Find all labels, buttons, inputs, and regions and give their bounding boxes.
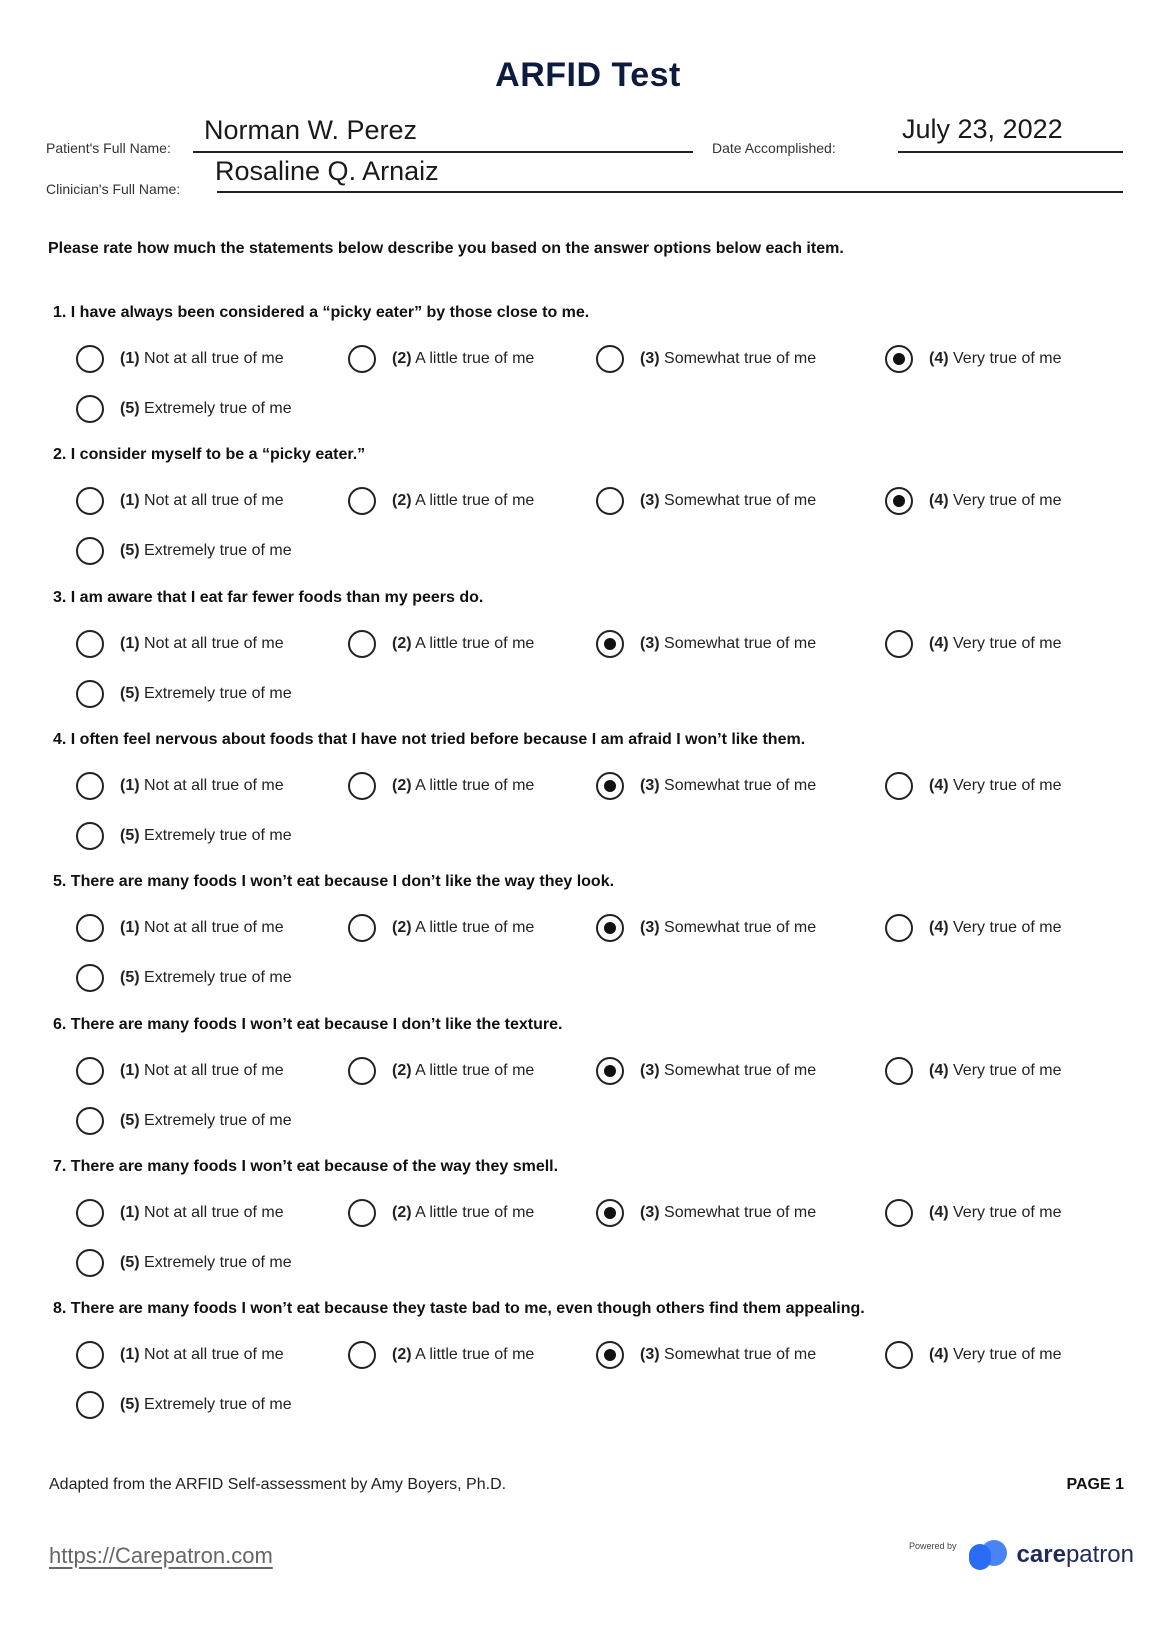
answer-option-text: Somewhat true of me <box>664 1346 817 1363</box>
answer-option-label <box>929 1346 1062 1364</box>
answer-option-text: Very true of me <box>953 1062 1062 1079</box>
question-text: 1. I have always been considered a “picky eater” by those close to me. <box>53 304 590 321</box>
answer-option-2[interactable] <box>348 342 534 376</box>
answer-option-3[interactable] <box>596 342 816 376</box>
answer-option-number: (1) <box>120 1062 140 1079</box>
radio-unchecked-icon[interactable] <box>885 1341 913 1369</box>
answer-option-4[interactable] <box>885 1054 1062 1088</box>
answer-option-number: (4) <box>929 777 949 794</box>
radio-unchecked-icon[interactable] <box>76 1341 104 1369</box>
radio-unchecked-icon[interactable] <box>885 914 913 942</box>
radio-unchecked-icon[interactable] <box>885 1199 913 1227</box>
radio-unchecked-icon[interactable] <box>885 1057 913 1085</box>
answer-option-number: (5) <box>120 969 140 986</box>
answer-option-1[interactable] <box>76 627 284 661</box>
date-label: Date Accomplished: <box>712 140 836 156</box>
answer-option-text: Very true of me <box>953 635 1062 652</box>
radio-unchecked-icon[interactable] <box>348 1199 376 1227</box>
answer-option-text: Very true of me <box>953 1204 1062 1221</box>
answer-option-label <box>640 919 816 937</box>
radio-unchecked-icon[interactable] <box>76 345 104 373</box>
answer-option-label <box>640 492 816 510</box>
answer-option-label <box>120 1396 292 1414</box>
answer-option-number: (2) <box>392 1346 412 1363</box>
answer-option-text: Extremely true of me <box>144 1254 292 1271</box>
answer-option-number: (2) <box>392 1204 412 1221</box>
answer-option-text: Not at all true of me <box>144 492 284 509</box>
answer-option-number: (4) <box>929 1346 949 1363</box>
answer-option-label <box>392 1062 534 1080</box>
answer-option-2[interactable] <box>348 1338 534 1372</box>
answer-option-4[interactable] <box>885 342 1062 376</box>
radio-checked-icon[interactable] <box>596 1199 624 1227</box>
carepatron-wordmark <box>1017 1541 1134 1569</box>
answer-option-number: (1) <box>120 635 140 652</box>
answer-option-label <box>929 1204 1062 1222</box>
answer-option-label <box>929 492 1062 510</box>
answer-option-text: A little true of me <box>415 492 535 509</box>
instructions: Please rate how much the statements below describe you based on the answer options below each item. <box>48 240 844 257</box>
answer-option-4[interactable] <box>885 1338 1062 1372</box>
answer-option-label <box>640 1346 816 1364</box>
radio-unchecked-icon[interactable] <box>76 1199 104 1227</box>
answer-option-5[interactable] <box>76 1388 292 1422</box>
answer-option-number: (4) <box>929 492 949 509</box>
radio-unchecked-icon[interactable] <box>348 1057 376 1085</box>
answer-option-number: (5) <box>120 1396 140 1413</box>
answer-option-label <box>640 635 816 653</box>
page-number: PAGE 1 <box>1066 1476 1124 1493</box>
answer-option-3[interactable] <box>596 1054 816 1088</box>
radio-unchecked-icon[interactable] <box>76 1057 104 1085</box>
radio-checked-icon[interactable] <box>596 914 624 942</box>
answer-option-number: (3) <box>640 919 660 936</box>
answer-option-label <box>120 1204 284 1222</box>
answer-option-text: Not at all true of me <box>144 1062 284 1079</box>
answer-option-number: (5) <box>120 542 140 559</box>
answer-option-1[interactable] <box>76 769 284 803</box>
answer-option-3[interactable] <box>596 484 816 518</box>
answer-option-number: (1) <box>120 350 140 367</box>
answer-option-text: Somewhat true of me <box>664 635 817 652</box>
answer-option-5[interactable] <box>76 819 292 853</box>
answer-option-label <box>120 542 292 560</box>
answer-option-label <box>929 350 1062 368</box>
answer-option-text: Somewhat true of me <box>664 492 817 509</box>
answer-option-3[interactable] <box>596 627 816 661</box>
clinician-name-line <box>217 191 1123 193</box>
date-field[interactable]: July 23, 2022 <box>902 114 1063 144</box>
answer-option-label <box>120 400 292 418</box>
answer-option-number: (1) <box>120 777 140 794</box>
radio-unchecked-icon[interactable] <box>348 630 376 658</box>
answer-option-label <box>929 635 1062 653</box>
answer-option-label <box>120 827 292 845</box>
answer-option-label <box>120 969 292 987</box>
answer-option-number: (4) <box>929 1204 949 1221</box>
answer-option-2[interactable] <box>348 627 534 661</box>
answer-option-2[interactable] <box>348 484 534 518</box>
question-text: 7. There are many foods I won’t eat because of the way they smell. <box>53 1158 559 1175</box>
answer-option-number: (4) <box>929 1062 949 1079</box>
answer-option-label <box>120 350 284 368</box>
radio-unchecked-icon[interactable] <box>885 630 913 658</box>
radio-checked-icon[interactable] <box>596 1057 624 1085</box>
answer-option-text: Very true of me <box>953 919 1062 936</box>
answer-option-label <box>929 919 1062 937</box>
question-text: 3. I am aware that I eat far fewer foods than my peers do. <box>53 589 484 606</box>
radio-checked-icon[interactable] <box>596 1341 624 1369</box>
patient-name-field[interactable]: Norman W. Perez <box>204 115 418 145</box>
radio-checked-icon[interactable] <box>596 772 624 800</box>
answer-option-5[interactable] <box>76 1246 292 1280</box>
answer-option-5[interactable] <box>76 534 292 568</box>
radio-unchecked-icon[interactable] <box>76 630 104 658</box>
answer-option-label <box>120 1346 284 1364</box>
radio-unchecked-icon[interactable] <box>76 1107 104 1135</box>
answer-option-2[interactable] <box>348 1054 534 1088</box>
answer-option-text: A little true of me <box>415 635 535 652</box>
answer-option-1[interactable] <box>76 911 284 945</box>
answer-option-2[interactable] <box>348 911 534 945</box>
answer-option-text: Very true of me <box>953 777 1062 794</box>
answer-option-text: A little true of me <box>415 1346 535 1363</box>
answer-option-text: Somewhat true of me <box>664 1062 817 1079</box>
answer-option-3[interactable] <box>596 1196 816 1230</box>
answer-option-number: (5) <box>120 400 140 417</box>
answer-option-number: (3) <box>640 777 660 794</box>
answer-option-text: Extremely true of me <box>144 1112 292 1129</box>
answer-option-text: A little true of me <box>415 777 535 794</box>
answer-option-label <box>640 350 816 368</box>
radio-unchecked-icon[interactable] <box>76 914 104 942</box>
answer-option-text: Somewhat true of me <box>664 1204 817 1221</box>
answer-option-label <box>120 919 284 937</box>
answer-option-text: A little true of me <box>415 919 535 936</box>
clinician-name-field[interactable]: Rosaline Q. Arnaiz <box>215 156 439 186</box>
question-text: 6. There are many foods I won’t eat because I don’t like the texture. <box>53 1016 563 1033</box>
answer-option-label <box>640 1204 816 1222</box>
radio-unchecked-icon[interactable] <box>76 964 104 992</box>
answer-option-number: (2) <box>392 492 412 509</box>
answer-option-label <box>392 635 534 653</box>
answer-option-label <box>392 1346 534 1364</box>
answer-option-label <box>120 1254 292 1272</box>
answer-option-text: Somewhat true of me <box>664 777 817 794</box>
answer-option-text: Somewhat true of me <box>664 350 817 367</box>
answer-option-number: (4) <box>929 635 949 652</box>
answer-option-label <box>392 919 534 937</box>
answer-option-text: A little true of me <box>415 1062 535 1079</box>
radio-unchecked-icon[interactable] <box>885 772 913 800</box>
carepatron-brand <box>909 1538 1134 1572</box>
answer-option-text: Not at all true of me <box>144 1204 284 1221</box>
answer-option-label <box>392 350 534 368</box>
answer-option-text: Extremely true of me <box>144 1396 292 1413</box>
answer-option-text: A little true of me <box>415 350 535 367</box>
answer-option-text: Extremely true of me <box>144 969 292 986</box>
answer-option-text: Extremely true of me <box>144 400 292 417</box>
answer-option-number: (1) <box>120 492 140 509</box>
radio-unchecked-icon[interactable] <box>76 680 104 708</box>
radio-unchecked-icon[interactable] <box>596 487 624 515</box>
question-text: 2. I consider myself to be a “picky eater.” <box>53 446 366 463</box>
answer-option-text: Very true of me <box>953 350 1062 367</box>
answer-option-1[interactable] <box>76 484 284 518</box>
answer-option-4[interactable] <box>885 1196 1062 1230</box>
answer-option-label <box>120 777 284 795</box>
answer-option-text: Not at all true of me <box>144 350 284 367</box>
answer-option-label <box>120 685 292 703</box>
answer-option-number: (5) <box>120 827 140 844</box>
radio-unchecked-icon[interactable] <box>76 537 104 565</box>
answer-option-label <box>392 492 534 510</box>
answer-option-label <box>120 1062 284 1080</box>
answer-option-1[interactable] <box>76 1338 284 1372</box>
answer-option-number: (1) <box>120 1346 140 1363</box>
answer-option-4[interactable] <box>885 769 1062 803</box>
radio-unchecked-icon[interactable] <box>76 487 104 515</box>
answer-option-number: (2) <box>392 350 412 367</box>
answer-option-label <box>640 777 816 795</box>
answer-option-text: Extremely true of me <box>144 685 292 702</box>
answer-option-5[interactable] <box>76 392 292 426</box>
answer-option-1[interactable] <box>76 342 284 376</box>
answer-option-text: Not at all true of me <box>144 919 284 936</box>
date-line <box>898 151 1123 153</box>
answer-option-3[interactable] <box>596 1338 816 1372</box>
answer-option-text: Extremely true of me <box>144 542 292 559</box>
patient-name-label: Patient's Full Name: <box>46 140 171 156</box>
answer-option-text: Not at all true of me <box>144 777 284 794</box>
radio-unchecked-icon[interactable] <box>348 1341 376 1369</box>
answer-option-number: (2) <box>392 919 412 936</box>
answer-option-2[interactable] <box>348 769 534 803</box>
answer-option-number: (2) <box>392 777 412 794</box>
answer-option-text: Very true of me <box>953 1346 1062 1363</box>
carepatron-link[interactable]: https://Carepatron.com <box>49 1543 273 1568</box>
answer-option-3[interactable] <box>596 769 816 803</box>
answer-option-label <box>929 1062 1062 1080</box>
answer-option-5[interactable] <box>76 1104 292 1138</box>
answer-option-number: (1) <box>120 1204 140 1221</box>
answer-option-number: (2) <box>392 1062 412 1079</box>
answer-option-number: (1) <box>120 919 140 936</box>
answer-option-number: (3) <box>640 350 660 367</box>
answer-option-label <box>640 1062 816 1080</box>
answer-option-number: (2) <box>392 635 412 652</box>
answer-option-label <box>392 1204 534 1222</box>
clinician-name-label: Clinician's Full Name: <box>46 181 181 197</box>
radio-unchecked-icon[interactable] <box>348 345 376 373</box>
question-text: 8. There are many foods I won’t eat because they taste bad to me, even though others find them appealing. <box>53 1300 865 1317</box>
answer-option-number: (5) <box>120 1254 140 1271</box>
radio-unchecked-icon[interactable] <box>76 1391 104 1419</box>
answer-option-3[interactable] <box>596 911 816 945</box>
answer-option-text: A little true of me <box>415 1204 535 1221</box>
answer-option-2[interactable] <box>348 1196 534 1230</box>
answer-option-5[interactable] <box>76 677 292 711</box>
answer-option-4[interactable] <box>885 484 1062 518</box>
radio-checked-icon[interactable] <box>885 345 913 373</box>
answer-option-number: (3) <box>640 492 660 509</box>
brand-patron-text: patron <box>1065 1541 1134 1568</box>
answer-option-1[interactable] <box>76 1054 284 1088</box>
brand-care-text: care <box>1016 1541 1066 1568</box>
answer-option-label <box>120 492 284 510</box>
answer-option-label <box>120 1112 292 1130</box>
radio-checked-icon[interactable] <box>596 630 624 658</box>
answer-option-4[interactable] <box>885 627 1062 661</box>
question-text: 4. I often feel nervous about foods that I have not tried before because I am afraid I won’t like them. <box>53 731 806 748</box>
radio-unchecked-icon[interactable] <box>76 1249 104 1277</box>
answer-option-text: Not at all true of me <box>144 1346 284 1363</box>
powered-by-label: Powered by <box>909 1541 957 1551</box>
answer-option-label <box>929 777 1062 795</box>
answer-option-number: (3) <box>640 635 660 652</box>
radio-unchecked-icon[interactable] <box>596 345 624 373</box>
question-text: 5. There are many foods I won’t eat because I don’t like the way they look. <box>53 873 615 890</box>
radio-unchecked-icon[interactable] <box>76 395 104 423</box>
answer-option-label <box>120 635 284 653</box>
radio-unchecked-icon[interactable] <box>348 487 376 515</box>
answer-option-number: (3) <box>640 1204 660 1221</box>
attribution-note: Adapted from the ARFID Self-assessment by Amy Boyers, Ph.D. <box>49 1476 507 1493</box>
radio-unchecked-icon[interactable] <box>76 822 104 850</box>
form-title: ARFID Test <box>495 56 681 94</box>
answer-option-number: (3) <box>640 1346 660 1363</box>
answer-option-number: (4) <box>929 919 949 936</box>
radio-unchecked-icon[interactable] <box>348 914 376 942</box>
answer-option-number: (5) <box>120 1112 140 1129</box>
answer-option-text: Not at all true of me <box>144 635 284 652</box>
answer-option-number: (5) <box>120 685 140 702</box>
radio-unchecked-icon[interactable] <box>348 772 376 800</box>
answer-option-label <box>392 777 534 795</box>
radio-unchecked-icon[interactable] <box>76 772 104 800</box>
answer-option-4[interactable] <box>885 911 1062 945</box>
answer-option-5[interactable] <box>76 961 292 995</box>
patient-name-line <box>193 151 693 153</box>
answer-option-text: Somewhat true of me <box>664 919 817 936</box>
answer-option-text: Extremely true of me <box>144 827 292 844</box>
answer-option-number: (4) <box>929 350 949 367</box>
answer-option-1[interactable] <box>76 1196 284 1230</box>
carepatron-logo-icon <box>967 1538 1011 1572</box>
radio-checked-icon[interactable] <box>885 487 913 515</box>
answer-option-number: (3) <box>640 1062 660 1079</box>
answer-option-text: Very true of me <box>953 492 1062 509</box>
